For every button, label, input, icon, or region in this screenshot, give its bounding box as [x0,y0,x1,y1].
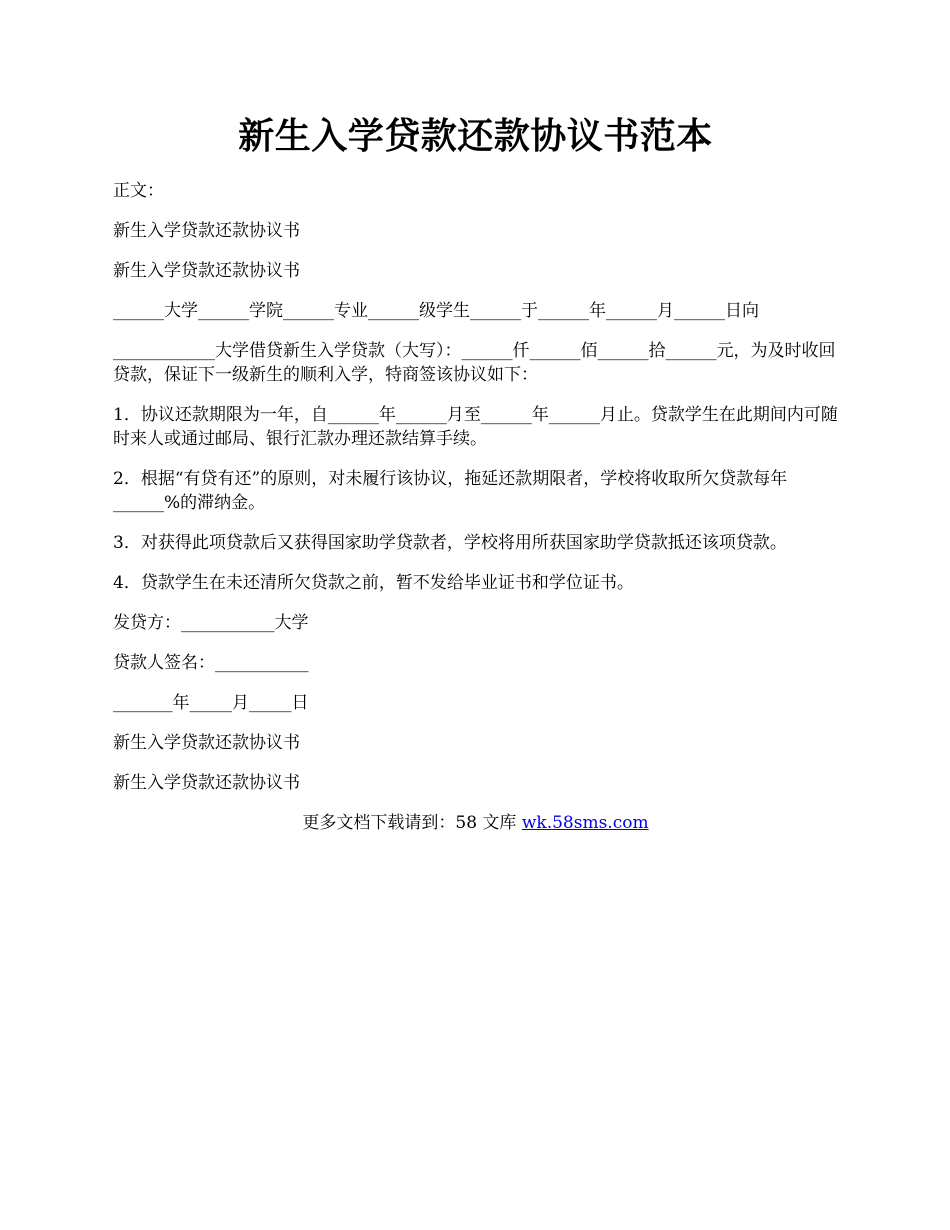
borrower-signature-line: 贷款人签名：___________ [113,653,309,673]
paragraph-heading-1: 新生入学贷款还款协议书 [113,221,300,241]
lender-line: 发贷方：___________大学 [113,613,309,633]
footer-text: 更多文档下载请到：58 文库 [302,813,522,833]
document-title: 新生入学贷款还款协议书范本 [238,115,713,157]
footer-link[interactable]: wk.58sms.com [521,813,649,833]
paragraph-body-label: 正文： [113,181,164,201]
paragraph-heading-3: 新生入学贷款还款协议书 [113,733,300,753]
clause-3: 3．对获得此项贷款后又获得国家助学贷款者，学校将用所获国家助学贷款抵还该项贷款。 [113,533,787,553]
clause-2: 2．根据“有贷有还”的原则，对未履行该协议，拖延还款期限者，学校将收取所欠贷款每年______%的滞纳金。 [113,469,788,513]
clause-1: 1．协议还款期限为一年，自______年______月至______年______月止。贷款学生在此期间内可随时来人或通过邮局、银行汇款办理还款结算手续。 [113,405,838,449]
paragraph-heading-2: 新生入学贷款还款协议书 [113,261,300,281]
paragraph-loan-amount: ____________大学借贷新生入学贷款（大写）：______仟______佰______拾______元，为及时收回贷款，保证下一级新生的顺利入学，特商签该协议如下： [113,341,836,385]
footer [113,811,838,835]
date-line: _______年_____月_____日 [113,693,309,713]
clause-4: 4．贷款学生在未还清所欠贷款之前，暂不发给毕业证书和学位证书。 [113,573,634,593]
paragraph-heading-4: 新生入学贷款还款协议书 [113,773,300,793]
paragraph-student-info: ______大学______学院______专业______级学生______于______年______月______日向 [113,301,759,321]
